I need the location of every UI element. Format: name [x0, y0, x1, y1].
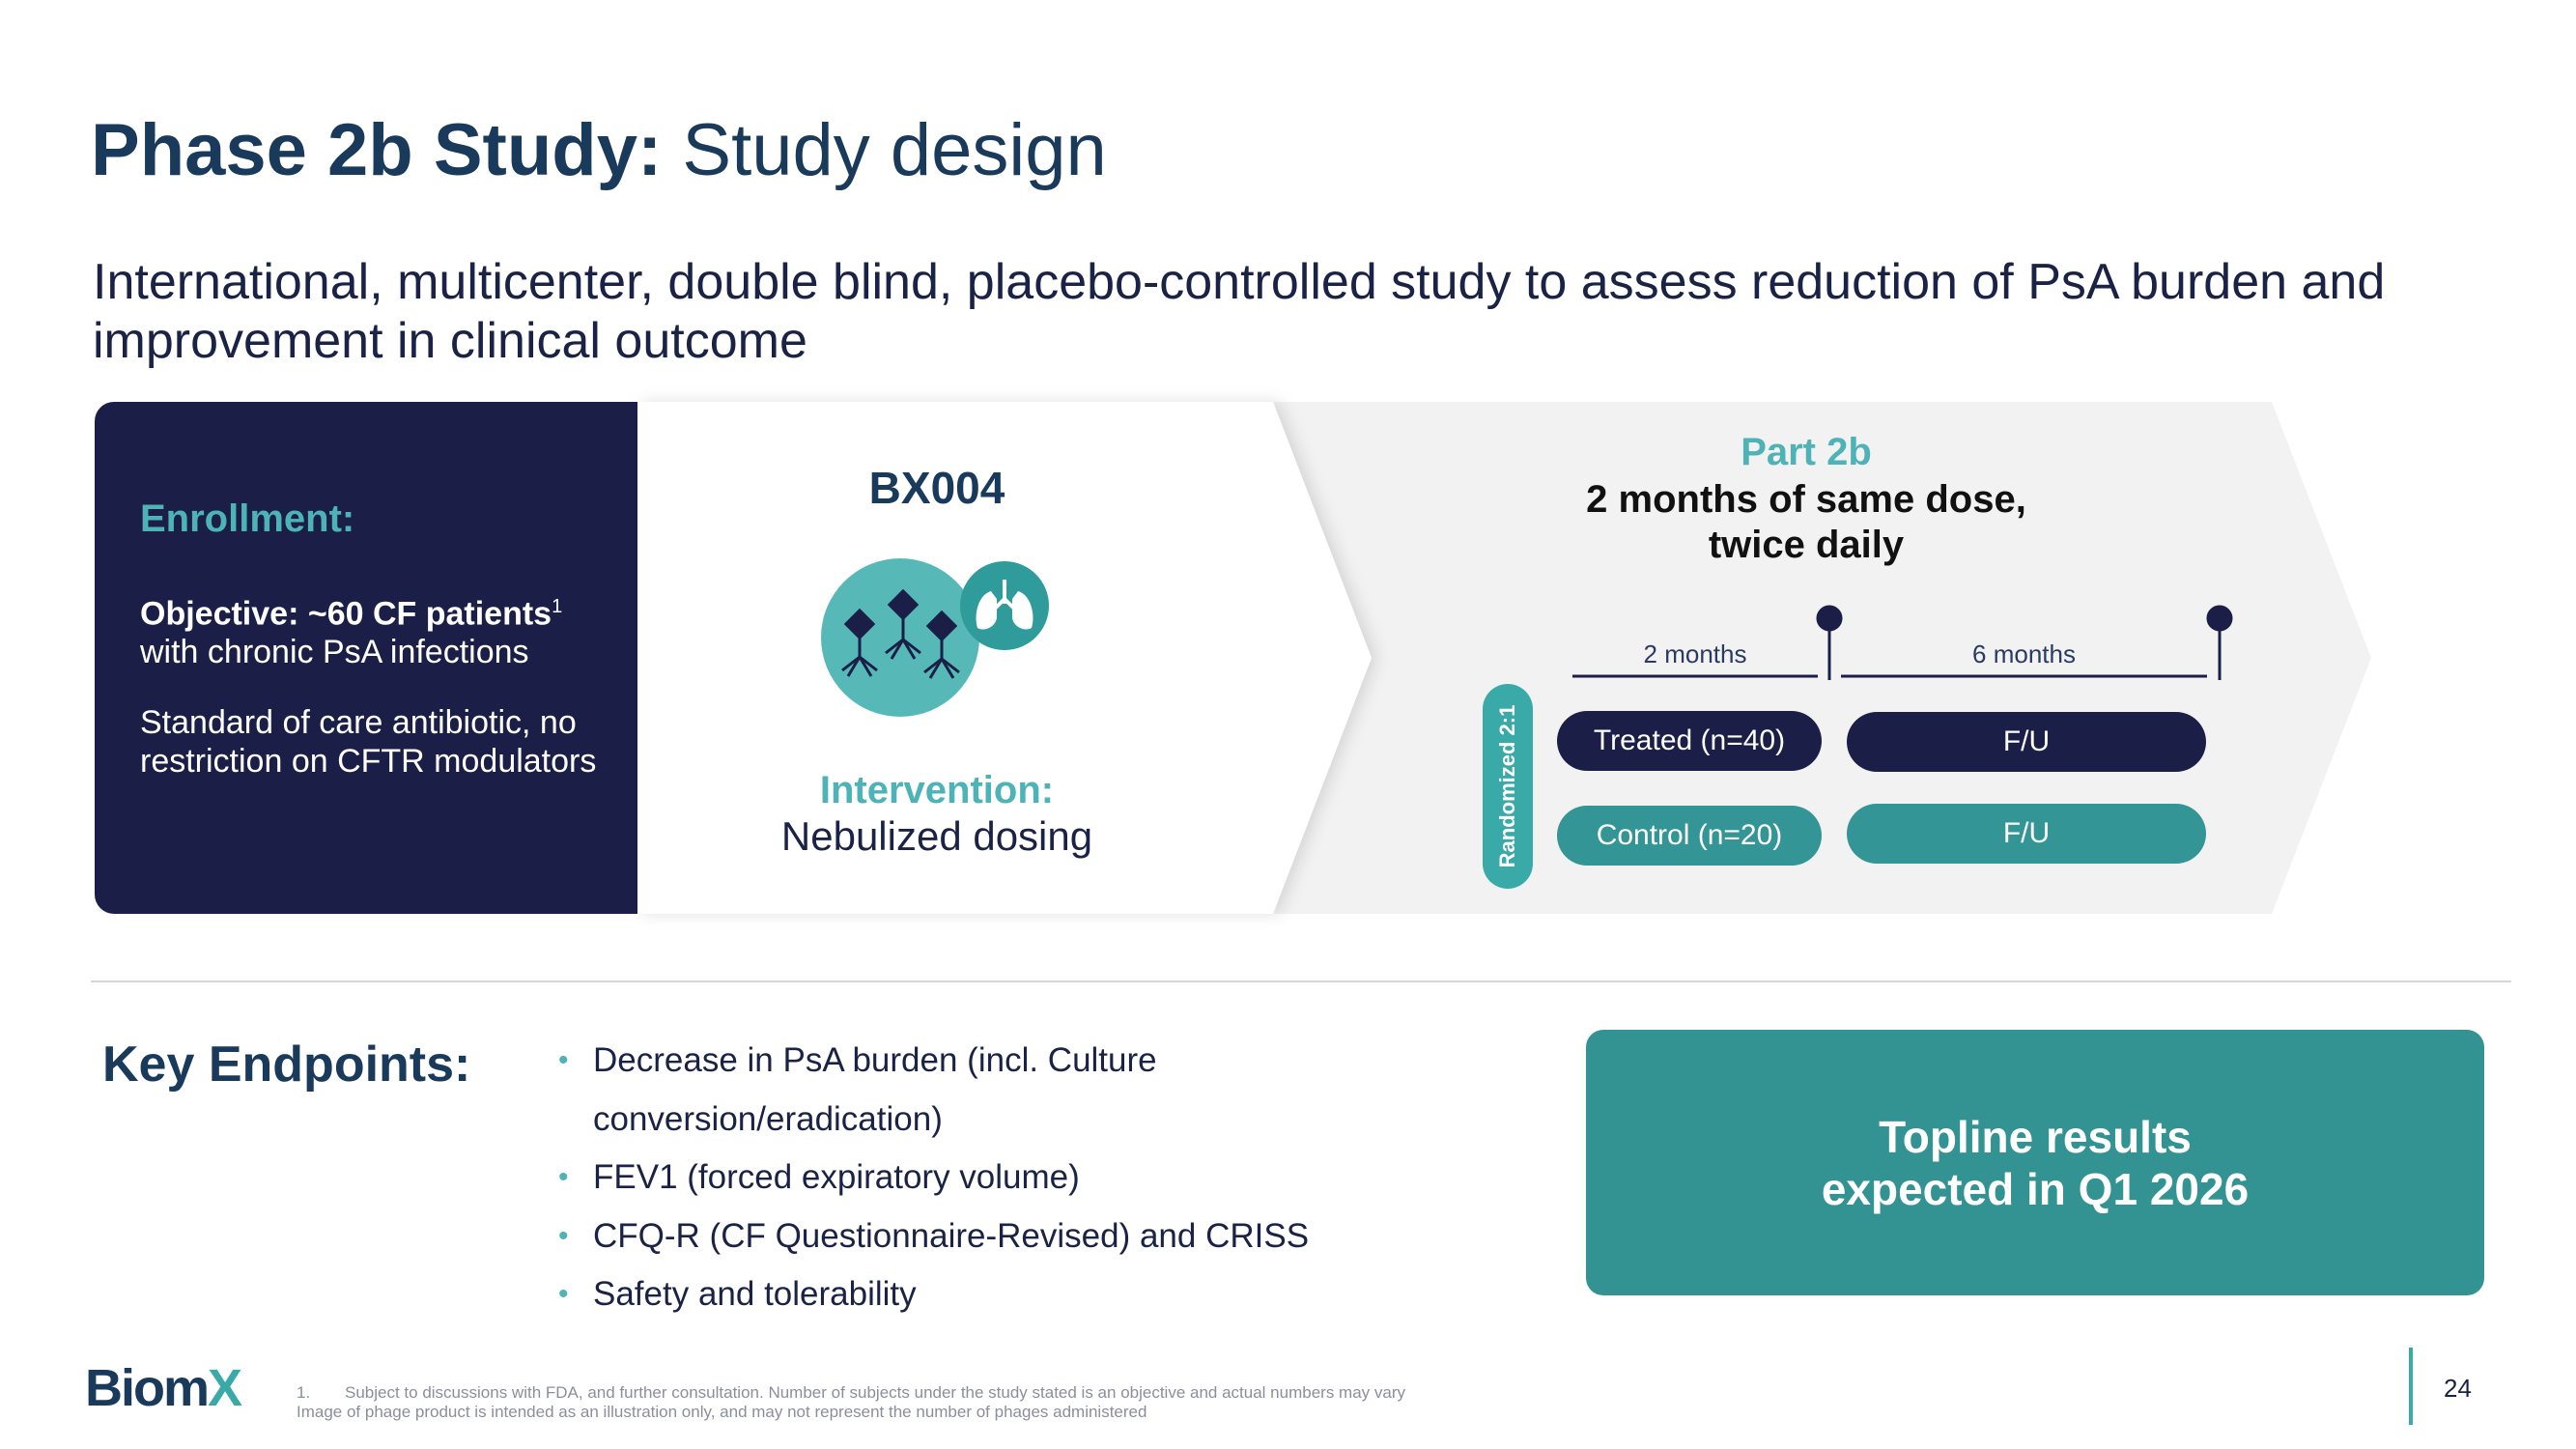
- control-arm: Control (n=20): [1557, 806, 1822, 866]
- key-endpoints-title: Key Endpoints:: [102, 1037, 471, 1093]
- objective-rest: with chronic PsA infections: [140, 634, 529, 671]
- standard-of-care: Standard of care antibiotic, no restriction on CFTR modulators: [140, 704, 597, 780]
- intervention-value: Nebulized dosing: [780, 813, 1093, 859]
- endpoint-text: CFQ-R (CF Questionnaire-Revised) and CRISS: [593, 1216, 1310, 1255]
- endpoint-text: Decrease in PsA burden (incl. Culture conversion/eradication): [593, 1041, 1157, 1138]
- part2b-heading: Part 2b: [1741, 431, 1872, 473]
- endpoints-list: [558, 1032, 1428, 1324]
- intervention-heading: Intervention:: [819, 769, 1055, 811]
- part2b-desc-line1: 2 months of same dose,: [1586, 478, 2026, 521]
- enrollment-heading: Enrollment:: [140, 497, 355, 540]
- treated-arm: Treated (n=40): [1557, 711, 1822, 771]
- section-divider: [91, 980, 2511, 982]
- page-subtitle: International, multicenter, double blind, placebo-controlled study to assess reduction of PsA burden and improvement in clinical outcome: [93, 254, 2386, 369]
- part2b-description: [1516, 477, 2096, 568]
- list-item: • Decrease in PsA burden (incl. Culture conversion/eradication): [558, 1041, 1157, 1138]
- logo-x: X: [208, 1359, 241, 1417]
- timeline-label-2-months: 2 months: [1643, 639, 1747, 668]
- topline-results-box: [1586, 1030, 2484, 1295]
- randomized-badge: [1483, 684, 1533, 889]
- endpoint-text: Safety and tolerability: [593, 1275, 917, 1313]
- list-item: • CFQ-R (CF Questionnaire-Revised) and CRISS: [558, 1216, 1310, 1255]
- title-bold: Phase 2b Study:: [91, 109, 663, 191]
- topline-text: [1586, 1111, 2484, 1215]
- timeline-label-6-months: 6 months: [1972, 639, 2076, 668]
- lungs-icon: [960, 561, 1049, 650]
- topline-line2: expected in Q1 2026: [1821, 1164, 2250, 1214]
- biomx-logo: [85, 1358, 241, 1418]
- objective-bold: Objective: ~60 CF patients: [140, 595, 552, 633]
- page-number: 24: [2444, 1374, 2472, 1403]
- enrollment-objective: [140, 587, 623, 671]
- footer-accent-bar: [2409, 1348, 2413, 1425]
- footnote-1: [297, 1383, 1405, 1403]
- footnote-1-text: Subject to discussions with FDA, and further consultation. Number of subjects under the study stated is an objective and actual numbers may vary: [345, 1383, 1406, 1402]
- topline-line1: Topline results: [1879, 1112, 2192, 1162]
- objective-footnote-ref: 1: [552, 596, 563, 617]
- footnote-number: 1.: [297, 1383, 311, 1402]
- randomized-label: Randomized 2:1: [1495, 704, 1519, 868]
- phage-icon: [821, 558, 979, 717]
- part2b-desc-line2: twice daily: [1708, 524, 1905, 566]
- list-item: • FEV1 (forced expiratory volume): [558, 1158, 1080, 1196]
- title-light: Study design: [682, 109, 1107, 191]
- logo-main: Biom: [85, 1359, 208, 1417]
- endpoint-text: FEV1 (forced expiratory volume): [593, 1158, 1080, 1196]
- control-followup: F/U: [1847, 804, 2206, 864]
- list-item: • Safety and tolerability: [558, 1275, 917, 1313]
- treated-followup: F/U: [1847, 712, 2206, 772]
- product-name: BX004: [868, 463, 1005, 513]
- footnote-2: Image of phage product is intended as an illustration only, and may not represent the number of phages administered: [297, 1403, 1147, 1421]
